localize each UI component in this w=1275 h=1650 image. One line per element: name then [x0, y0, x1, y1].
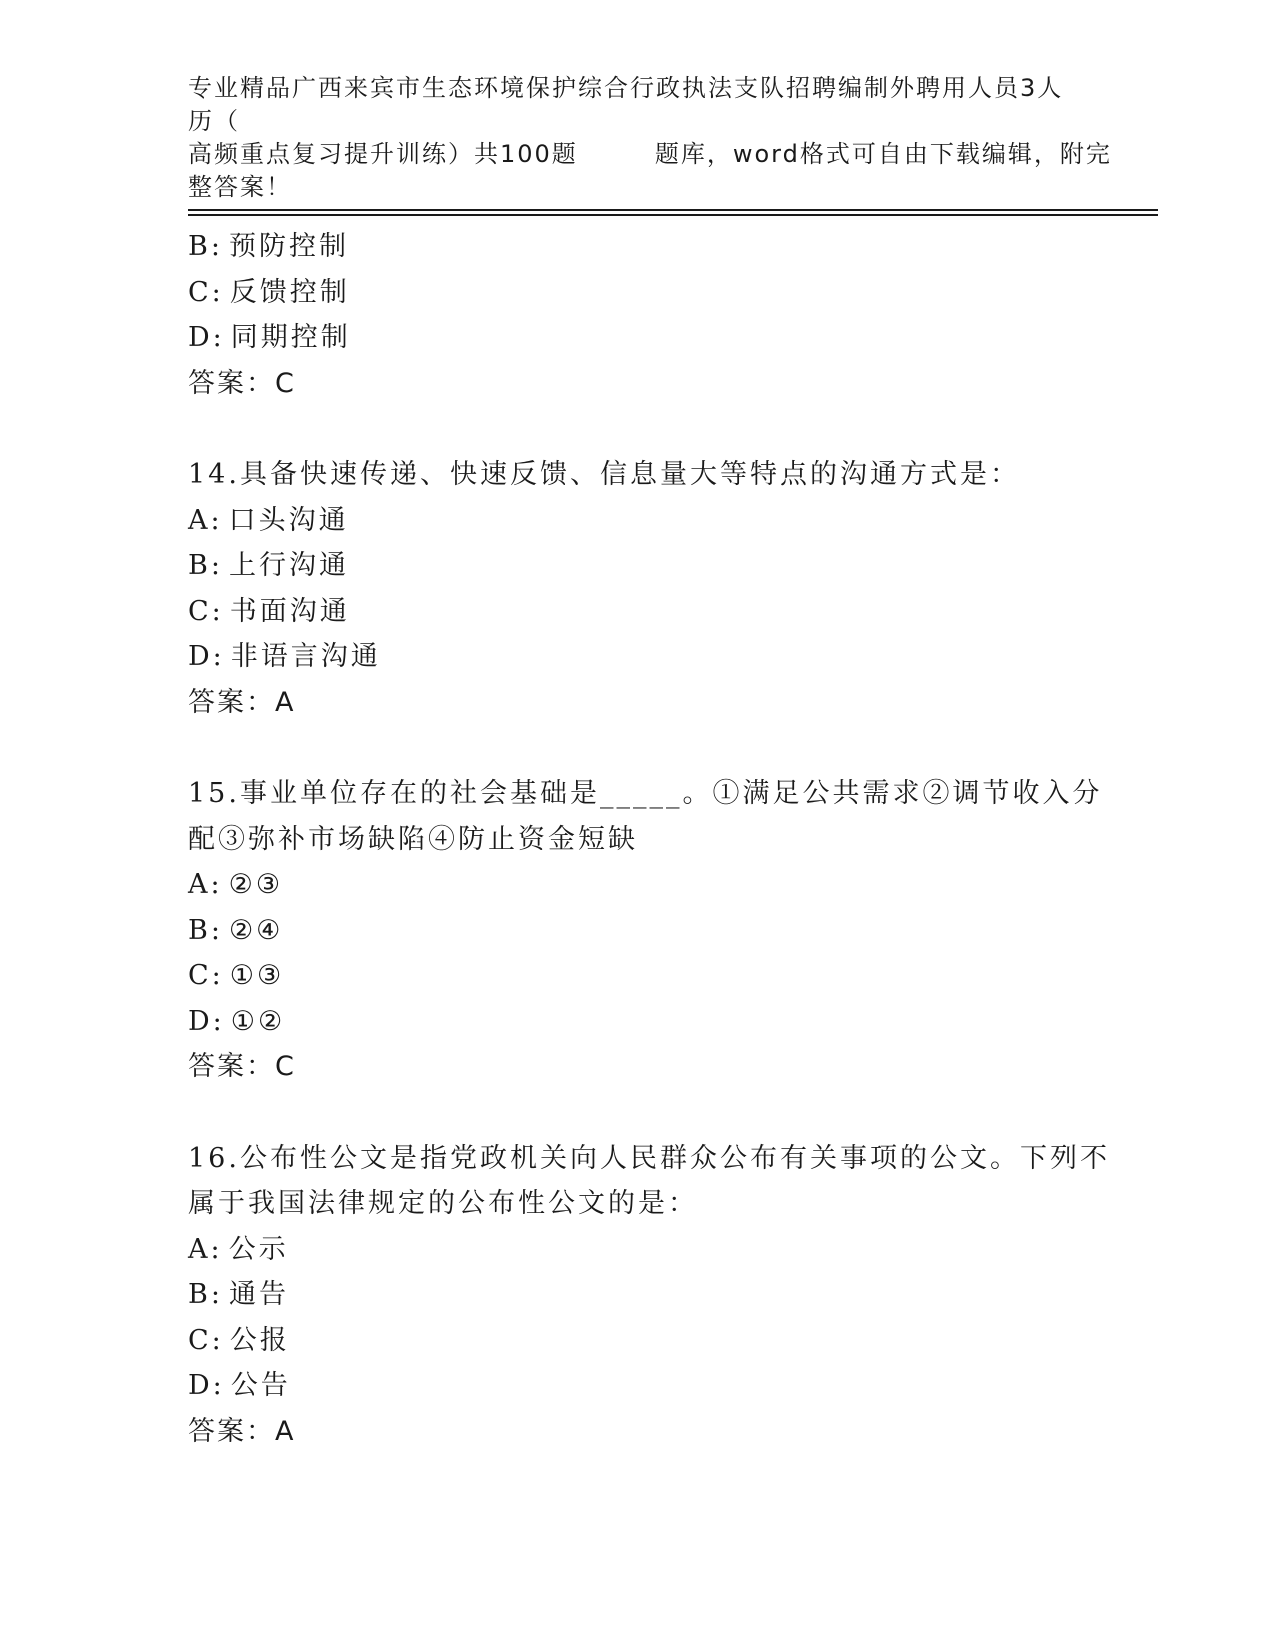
answer: 答案：A — [188, 1415, 296, 1447]
option-a: A: ②③ — [188, 869, 284, 900]
option-d: D: 非语言沟通 — [188, 641, 381, 672]
header-rule-top — [188, 209, 1158, 211]
option-d: D: 同期控制 — [188, 322, 351, 353]
question-16 — [188, 1136, 1108, 1455]
option-c: C: 公报 — [188, 1324, 290, 1356]
answer: 答案：A — [188, 686, 296, 718]
question-text-line-1: 15.事业单位存在的社会基础是_____。①满足公共需求②调节收入分 — [188, 778, 1103, 809]
option-d: D: ①② — [188, 1005, 286, 1037]
document-header — [188, 72, 1112, 204]
header-line-2: 高频重点复习提升训练）共100题 题库，word格式可自由下载编辑，附完 — [188, 140, 1112, 168]
option-c: C: 书面沟通 — [188, 595, 350, 627]
option-d: D: 公告 — [188, 1370, 291, 1401]
option-b: B: 上行沟通 — [188, 550, 349, 581]
question-13-tail — [188, 224, 1108, 406]
question-text-line-2: 配③弥补市场缺陷④防止资金短缺 — [188, 823, 638, 855]
question-14 — [188, 452, 1108, 725]
spacer — [188, 725, 1108, 771]
question-content — [188, 224, 1108, 1454]
question-text: 14.具备快速传递、快速反馈、信息量大等特点的沟通方式是： — [188, 459, 1020, 490]
option-c: C: ①③ — [188, 960, 285, 991]
option-a: A: 口头沟通 — [188, 504, 349, 536]
option-b: B: 预防控制 — [188, 231, 349, 262]
question-text-line-2: 属于我国法律规定的公布性公文的是： — [188, 1188, 698, 1219]
option-a: A: 公示 — [188, 1233, 289, 1265]
answer: 答案：C — [188, 367, 296, 399]
header-rule-bottom — [188, 214, 1158, 216]
answer: 答案：C — [188, 1051, 296, 1082]
question-15 — [188, 771, 1108, 1090]
spacer — [188, 1090, 1108, 1136]
header-line-3: 整答案！ — [188, 173, 292, 201]
option-b: B: ②④ — [188, 914, 284, 946]
option-b: B: 通告 — [188, 1279, 289, 1310]
spacer — [188, 406, 1108, 452]
header-line-1: 专业精品广西来宾市生态环境保护综合行政执法支队招聘编制外聘用人员3人历（ — [188, 74, 1064, 135]
question-text-line-1: 16.公布性公文是指党政机关向人民群众公布有关事项的公文。下列不 — [188, 1142, 1110, 1174]
option-c: C: 反馈控制 — [188, 276, 350, 308]
